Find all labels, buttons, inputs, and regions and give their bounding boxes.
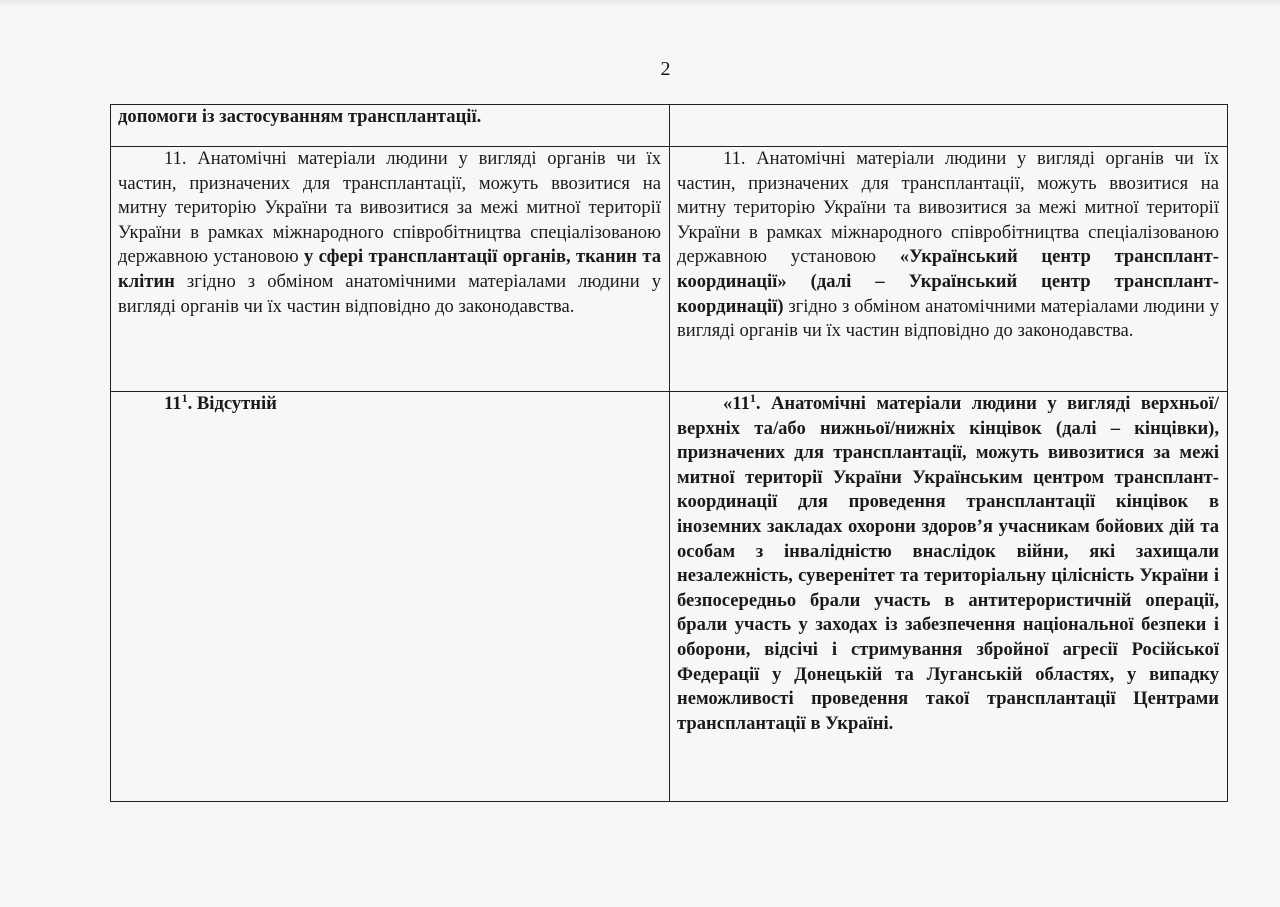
paragraph-11-1-proposed [677,392,1219,736]
cell-proposed-wording-11-1 [670,392,1228,802]
table-row [111,392,1228,802]
clause-number: «11 [723,393,750,414]
text-part: 11. Анатомічні матеріали людини у вигляді органів чи їх частин, призначених для трансплантації, можуть ввозитися на митну територію України та вивозитися за межі митної території України в рамках міжнародного співробітництва спеціалізованою державною установою [118,148,661,268]
page-number: 2 [660,58,671,80]
continuation-text: допомоги із застосуванням трансплантації. [118,106,482,127]
paragraph-11-proposed [677,147,1219,344]
absent-text: . Відсутній [187,393,277,414]
comparison-table [110,104,1228,802]
cell-current-wording-11-1 [111,392,670,802]
table-row [111,105,1228,147]
bold-text-part: у сфері трансплантації органів, тканин та клітин [118,246,661,292]
paragraph-11-current [118,147,661,319]
paragraph-11-1-current [118,392,661,417]
clause-number: 11 [164,393,182,414]
text-part: 11. Анатомічні матеріали людини у вигляді органів чи їх частин, призначених для трансплантації, можуть ввозитися на митну територію України та вивозитися за межі митної території України в рамках міжнародного співробітництва спеціалізованою державною установою [677,148,1219,268]
clause-superscript: 1 [181,390,188,405]
clause-text: . Анатомічні матеріали людини у вигляді верхньої/верхніх та/або нижньої/нижніх кінцівок (далі – кінцівки), призначених для трансплантації, можуть вивозитися за межі митної території України Українським центром трансплант-координації для проведення трансплантації кінцівок в іноземних закладах охорони здоров’я учасникам бойових дій та особам з інвалідністю внаслідок війни, які захищали незалежність, суверенітет та територіальну цілісність України і безпосередньо брали участь в антитерористичній операції, брали участь у заходах із забезпечення національної безпеки і оборони, відсічі і стримування збройної агресії Російської Федерації у Донецькій та Луганській областях, у випадку неможливості проведення такої трансплантації Центрами трансплантації в Україні. [677,393,1219,734]
cell-current-wording-11 [111,147,670,392]
scan-shadow [0,0,1280,6]
bold-text-part: «Український центр трансплант-координації» (далі – Український центр трансплант-координації) [677,246,1219,317]
clause-superscript: 1 [749,390,756,405]
text-part: згідно з обміном анатомічними матеріалами людини у вигляді органів чи їх частин відповідно до законодавства. [677,295,1219,342]
cell-right-empty [670,105,1228,147]
text-part: згідно з обміном анатомічними матеріалами людини у вигляді органів чи їх частин відповідно до законодавства. [118,270,661,317]
cell-left-continuation [111,105,670,147]
table-row [111,147,1228,392]
cell-proposed-wording-11 [670,147,1228,392]
